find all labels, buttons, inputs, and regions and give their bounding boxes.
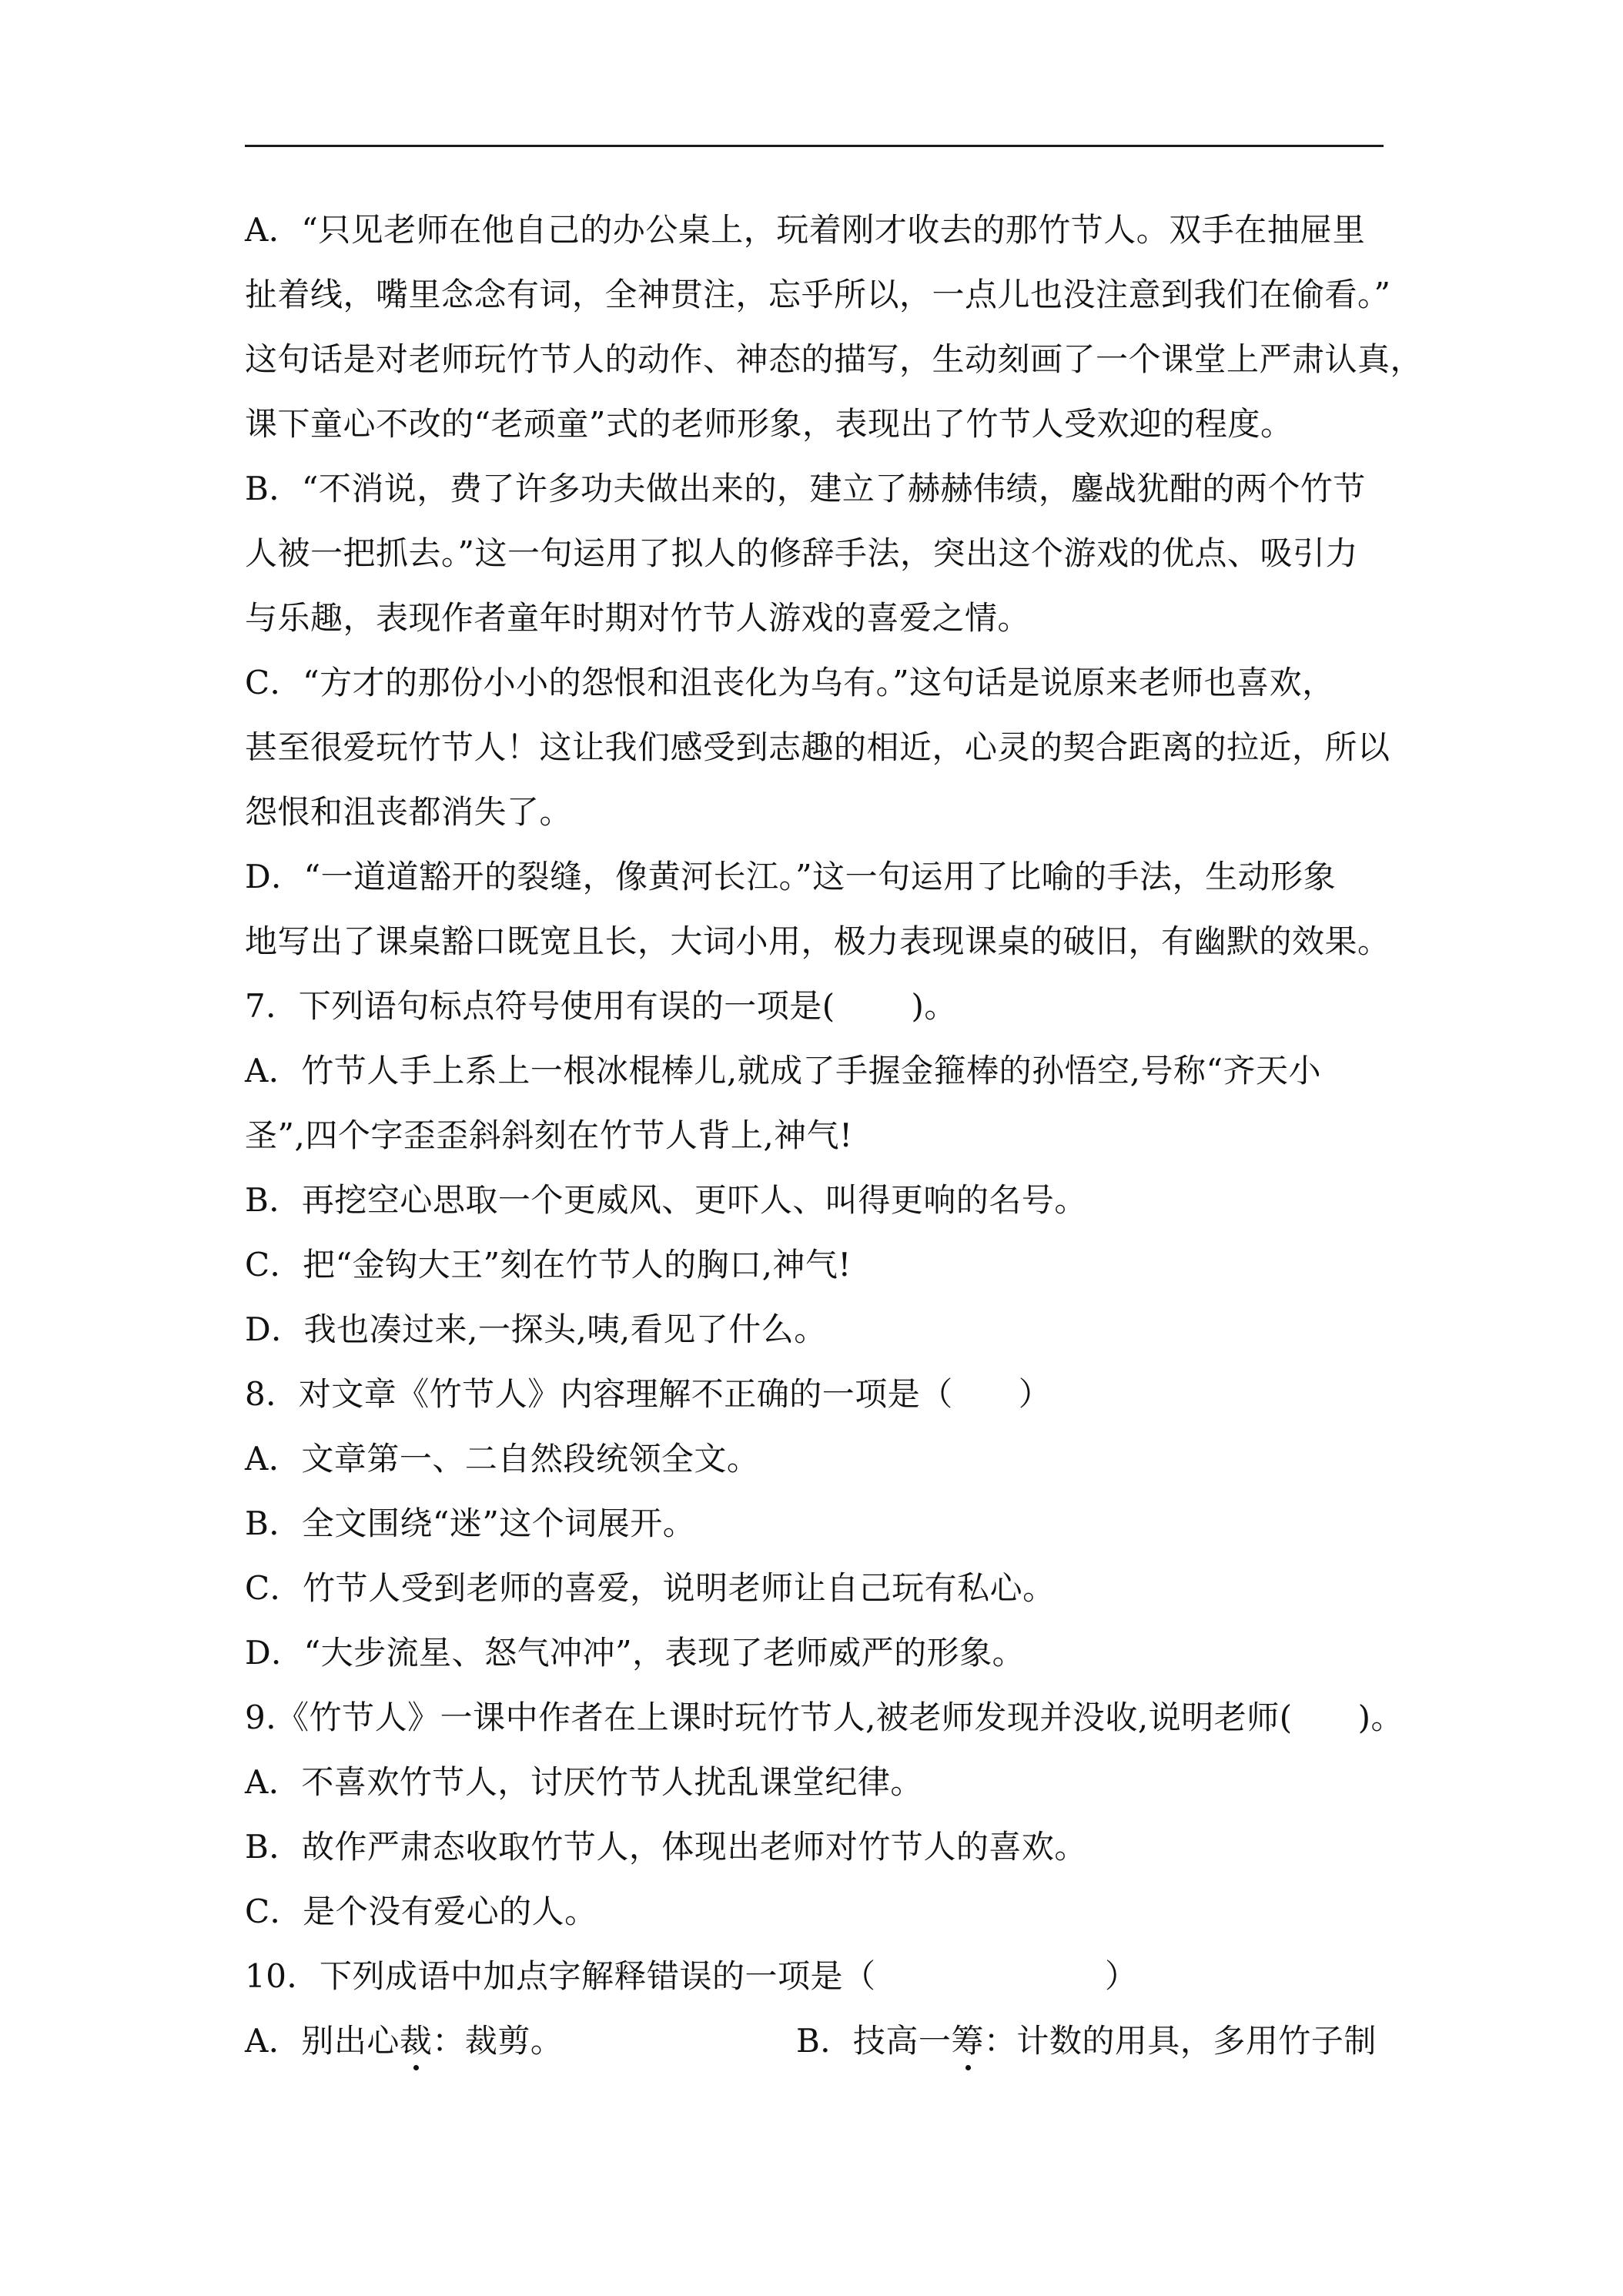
q6-option-d-line-2: 地写出了课桌豁口既宽且长，大词小用，极力表现课桌的破旧，有幽默的效果。	[245, 922, 1390, 960]
q8-option-d: D．“大步流星、怒气冲冲”，表现了老师威严的形象。	[245, 1634, 1026, 1672]
q8-option-b: B．全文围绕“迷”这个词展开。	[245, 1504, 696, 1542]
q7-option-c: C．把“金钩大王”刻在竹节人的胸口,神气!	[245, 1246, 852, 1284]
q6-option-a-line-1: A．“只见老师在他自己的办公桌上，玩着刚才收去的那竹节人。双手在抽屉里	[245, 211, 1366, 249]
question-7-stem: 7．下列语句标点符号使用有误的一项是( )。	[245, 987, 957, 1025]
q6-option-c-line-3: 怨恨和沮丧都消失了。	[245, 793, 573, 831]
q10-option-a-suffix: ：裁剪。	[432, 2022, 564, 2060]
q7-option-a-line-2: 圣”,四个字歪歪斜斜刻在竹节人背上,神气!	[245, 1116, 853, 1154]
q10-option-a-emphasized-char	[400, 2017, 433, 2065]
q6-option-a-line-3: 这句话是对老师玩竹节人的动作、神态的描写，生动刻画了一个课堂上严肃认真，	[245, 340, 1424, 378]
q10-option-a	[245, 2017, 796, 2082]
q6-option-d-line-1: D．“一道道豁开的裂缝，像黄河长江。”这一句运用了比喻的手法，生动形象	[245, 858, 1337, 895]
q10-option-b	[796, 2017, 1377, 2082]
q10-option-a-emph-text: 裁	[399, 2022, 433, 2060]
q9-option-a: A．不喜欢竹节人，讨厌竹节人扰乱课堂纪律。	[245, 1763, 923, 1801]
q6-option-c-line-1: C．“方才的那份小小的怨恨和沮丧化为乌有。”这句话是说原来老师也喜欢，	[245, 664, 1335, 701]
question-9-stem: 9.《竹节人》一课中作者在上课时玩竹节人,被老师发现并没收,说明老师( )。	[245, 1699, 1404, 1736]
q10-options-row	[245, 2017, 1400, 2082]
q6-option-b-line-1: B．“不消说，费了许多功夫做出来的，建立了赫赫伟绩，鏖战犹酣的两个竹节	[245, 470, 1366, 507]
emphasis-dot-icon	[413, 2065, 419, 2070]
q10-option-b-emph-text: 筹	[951, 2022, 984, 2060]
q7-option-b: B．再挖空心思取一个更威风、更吓人、叫得更响的名号。	[245, 1181, 1087, 1219]
question-10-stem: 10．下列成语中加点字解释错误的一项是（ ）	[245, 1957, 1138, 1995]
q9-option-b: B．故作严肃态收取竹节人，体现出老师对竹节人的喜欢。	[245, 1828, 1087, 1866]
q10-option-b-emphasized-char	[951, 2017, 984, 2065]
q6-option-a-line-2: 扯着线，嘴里念念有词，全神贯注，忘乎所以，一点儿也没注意到我们在偷看。”	[245, 276, 1391, 313]
emphasis-dot-icon	[965, 2065, 971, 2070]
q6-option-b-line-2: 人被一把抓去。”这一句运用了拟人的修辞手法，突出这个游戏的优点、吸引力	[245, 534, 1358, 572]
q8-option-c: C．竹节人受到老师的喜爱，说明老师让自己玩有私心。	[245, 1569, 1056, 1607]
header-rule	[245, 145, 1384, 147]
q7-option-d: D．我也凑过来,一探头,咦,看见了什么。	[245, 1310, 827, 1348]
q10-option-b-suffix: ：计数的用具，多用竹子制	[983, 2022, 1377, 2060]
q10-option-b-prefix: B．技高一	[796, 2022, 952, 2060]
q6-option-c-line-2: 甚至很爱玩竹节人！这让我们感受到志趣的相近，心灵的契合距离的拉近，所以	[245, 728, 1390, 766]
q6-option-b-line-3: 与乐趣，表现作者童年时期对竹节人游戏的喜爱之情。	[245, 599, 1031, 637]
q7-option-a-line-1: A．竹节人手上系上一根冰棍棒儿,就成了手握金箍棒的孙悟空,号称“齐天小	[245, 1052, 1322, 1089]
q6-option-a-line-4: 课下童心不改的“老顽童”式的老师形象，表现出了竹节人受欢迎的程度。	[245, 405, 1293, 443]
q8-option-a: A．文章第一、二自然段统领全文。	[245, 1440, 760, 1478]
q9-option-c: C．是个没有爱心的人。	[245, 1893, 597, 1930]
document-body	[245, 206, 1424, 2082]
q10-option-a-prefix: A．别出心	[245, 2022, 400, 2060]
question-8-stem: 8．对文章《竹节人》内容理解不正确的一项是（ ）	[245, 1375, 1052, 1413]
